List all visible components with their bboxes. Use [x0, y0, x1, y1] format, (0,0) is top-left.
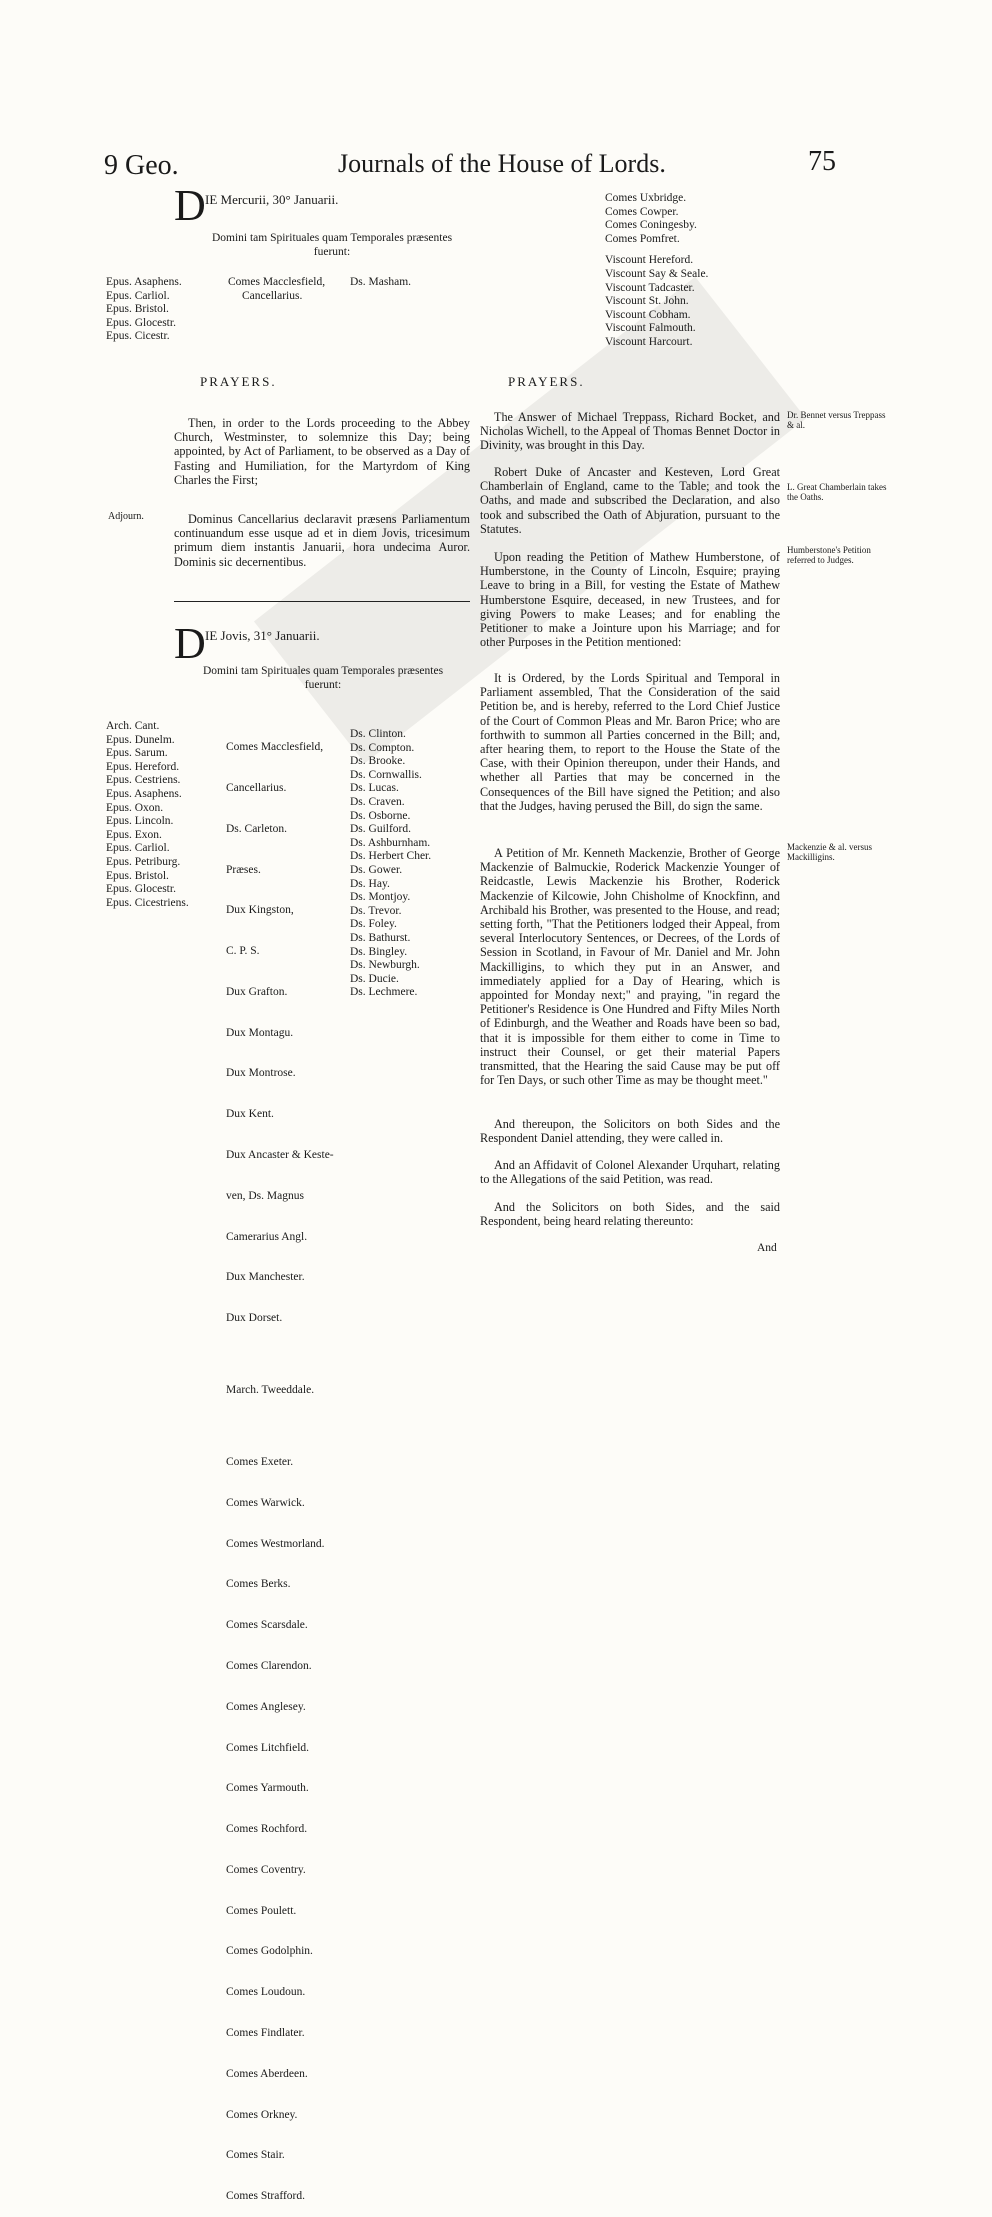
- regnal-year: 9 Geo.: [104, 150, 179, 181]
- lord: Viscount St. John.: [605, 295, 689, 308]
- lord: Dux Kingston,: [226, 904, 294, 917]
- lord: Viscount Tadcaster.: [605, 281, 695, 294]
- adjourn-paragraph: Dominus Cancellarius declaravit præsens Parliamentum continuandum esse usque ad et in diem Jovis, tricesimum primum diem instantis Januarii, hora undecima Auror. Dominis sic decernentibus.: [174, 512, 470, 569]
- present-line: fuerunt:: [313, 245, 351, 258]
- lord: March. Tweeddale.: [226, 1384, 315, 1397]
- lord: Ds. Craven.: [350, 795, 405, 808]
- lord: Viscount Say & Seale.: [605, 267, 709, 280]
- lord: Dux Ancaster & Keste-: [226, 1149, 334, 1161]
- present-line: fuerunt:: [304, 678, 342, 691]
- dropcap-1: D: [174, 181, 206, 230]
- bishop: Epus. Bristol.: [106, 869, 169, 882]
- session2-bishops: [106, 720, 189, 910]
- humberstone-paragraph: Upon reading the Petition of Mathew Humberstone, of Humberstone, in the County of Lincoln, Esquire; praying Leave to bring in a Bill, for vesting the Estate of Mathew Humberstone Esquire, deceased, in new Trustees, and for giving Powers to make Leases; and for enabling the Petitioner to make a Jointure upon his Marriage; and for other Purposes in the Petition mentioned:: [480, 550, 780, 650]
- lord: Dux Montagu.: [226, 1026, 294, 1039]
- lord: Ds. Gower.: [350, 863, 403, 876]
- lord: Comes Clarendon.: [226, 1659, 312, 1672]
- present-line: Domini tam Spirituales quam Temporales præsentes: [211, 232, 453, 244]
- lord: Comes Yarmouth.: [226, 1782, 309, 1795]
- lord: Ds. Compton.: [350, 741, 415, 754]
- lord: Ds. Ducie.: [350, 972, 399, 985]
- bishop: Epus. Sarum.: [106, 747, 168, 760]
- lord: Cancellarius.: [226, 781, 287, 794]
- lord: Comes Macclesfield,: [228, 276, 326, 288]
- lord: Viscount Hereford.: [605, 254, 694, 267]
- lord: Dux Dorset.: [226, 1312, 283, 1325]
- lord: Ds. Bathurst.: [350, 931, 411, 944]
- mackenzie-paragraph: A Petition of Mr. Kenneth Mackenzie, Brother of George Mackenzie of Balmuckie, Roderick Mackenzie Younger of Reidcastle, Lewis Mackenzie his Brother, Roderick Mackenzie of Kilcowie, John Chisholme of Knockfinn, and Archibald his Brother, was presented to the House, and read; setting forth, "That the Petitioners lodged their Appeal, from several Interlocutory Sentences, or Decrees, of the Lords of Session in Scotland, in Favour of Mr. Daniel and Mr. John Mackilligins, to which they put in an Answer, and immediately applied for a Day of Hearing, which is appointed for Monday next;" and praying, "in regard the Petitioner's Residence is One Hundred and Fifty Miles North of Edinburgh, and the Weather and Roads have been so bad, that it is impossible for them either to come in Time to instruct their Counsel, or get their material Papers transmitted, that the Hearing the said Cause may be put off for Ten Days, or such other Time as may be thought meet.": [480, 846, 780, 1088]
- dropcap-2: D: [174, 619, 206, 668]
- lord: Comes Pomfret.: [605, 232, 680, 245]
- lord: Viscount Cobham.: [605, 308, 691, 321]
- lord: Comes Stair.: [226, 2149, 285, 2162]
- lord: ven, Ds. Magnus: [226, 1189, 304, 1202]
- bishop: Epus. Glocestr.: [106, 883, 176, 896]
- bishop: Epus. Exon.: [106, 828, 162, 841]
- lord: Comes Poulett.: [226, 1904, 297, 1917]
- lord: Camerarius Angl.: [226, 1230, 308, 1243]
- lord: Ds. Brooke.: [350, 755, 406, 768]
- bishop: Epus. Hereford.: [106, 760, 180, 773]
- margin-note-humberstone: Humberstone's Petition referred to Judges.: [787, 545, 871, 565]
- divider: [174, 601, 470, 602]
- lord: Ds. Ashburnham.: [350, 836, 431, 849]
- lord: Comes Macclesfield,: [226, 741, 324, 754]
- lord: Comes Rochford.: [226, 1823, 308, 1836]
- session1-heading: IE Mercurii, 30° Januarii.: [205, 192, 339, 207]
- session1-bishops: [106, 276, 182, 344]
- lord: Cancellarius.: [242, 289, 303, 302]
- session1-chancellor: [228, 276, 325, 303]
- lord: Ds. Lucas.: [350, 782, 399, 795]
- session2-present: [178, 665, 468, 692]
- bishop: Epus. Glocestr.: [106, 316, 176, 329]
- lord: Viscount Falmouth.: [605, 322, 696, 335]
- heard-paragraph: And the Solicitors on both Sides, and the said Respondent, being heard relating thereunto:: [480, 1200, 780, 1229]
- lord: Ds. Bingley.: [350, 945, 408, 958]
- lord: Comes Coningesby.: [605, 219, 697, 232]
- lord: Comes Godolphin.: [226, 1945, 313, 1958]
- lord: Ds. Guilford.: [350, 823, 412, 836]
- session2-lords-middle: [226, 714, 334, 2217]
- lord: Comes Loudoun.: [226, 1986, 306, 1999]
- bishop: Epus. Cestriens.: [106, 774, 181, 787]
- lord: Ds. Hay.: [350, 877, 390, 890]
- lord: Dux Manchester.: [226, 1271, 305, 1284]
- lord: Comes Aberdeen.: [226, 2067, 308, 2080]
- affidavit-paragraph: And an Affidavit of Colonel Alexander Urquhart, relating to the Allegations of the said Petition, was read.: [480, 1158, 780, 1187]
- lord: C. P. S.: [226, 945, 260, 958]
- bishop: Epus. Oxon.: [106, 801, 164, 814]
- lord: Ds. Osborne.: [350, 809, 411, 822]
- bishop: Epus. Petriburg.: [106, 855, 181, 868]
- abbey-paragraph: Then, in order to the Lords proceeding to the Abbey Church, Westminster, to solemnize this Day; being appointed, by Act of Parliament, to be observed as a Day of Fasting and Humiliation, for the Martyrdom of King Charles the First;: [174, 416, 470, 487]
- session1-present: [192, 232, 472, 259]
- bishop: Epus. Cicestr.: [106, 330, 170, 343]
- lord: Ds. Cornwallis.: [350, 768, 422, 781]
- lord: Ds. Clinton.: [350, 728, 406, 740]
- lord: Comes Litchfield.: [226, 1741, 310, 1754]
- session1-ds: Ds. Masham.: [350, 276, 412, 288]
- treppass-paragraph: The Answer of Michael Treppass, Richard Bocket, and Nicholas Wichell, to the Appeal of Thomas Bennet Doctor in Divinity, was brought in this Day.: [480, 410, 780, 453]
- lord: Comes Berks.: [226, 1578, 291, 1591]
- page-title: Journals of the House of Lords.: [338, 149, 666, 178]
- bishop: Epus. Carliol.: [106, 289, 170, 302]
- lord: Comes Westmorland.: [226, 1537, 325, 1550]
- lord: Comes Anglesey.: [226, 1700, 306, 1713]
- session2-heading: IE Jovis, 31° Januarii.: [205, 628, 320, 643]
- catchword: And: [757, 1242, 777, 1254]
- lord: Ds. Foley.: [350, 918, 397, 931]
- lord: Comes Findlater.: [226, 2027, 305, 2039]
- bishop: Epus. Dunelm.: [106, 733, 175, 746]
- lord: Comes Uxbridge.: [605, 192, 687, 204]
- bishop: Epus. Asaphens.: [106, 276, 182, 288]
- lord: Ds. Newburgh.: [350, 959, 420, 972]
- bishop: Epus. Bristol.: [106, 303, 169, 316]
- bishop: Epus. Carliol.: [106, 842, 170, 855]
- lord: Præses.: [226, 863, 261, 876]
- bishop: Arch. Cant.: [106, 720, 160, 732]
- bishop: Epus. Lincoln.: [106, 815, 174, 828]
- lord: Ds. Lechmere.: [350, 986, 418, 999]
- lord: Comes Coventry.: [226, 1863, 306, 1876]
- page-number: 75: [808, 146, 836, 177]
- prayers-heading-left: PRAYERS.: [200, 374, 277, 389]
- session1-right-list: [605, 192, 708, 350]
- session2-lords-right: [350, 728, 431, 1000]
- lord: Ds. Herbert Cher.: [350, 850, 432, 863]
- lord: Comes Orkney.: [226, 2108, 298, 2121]
- lord: Dux Montrose.: [226, 1067, 296, 1080]
- solicitors-paragraph: And thereupon, the Solicitors on both Sides and the Respondent Daniel attending, they were called in.: [480, 1117, 780, 1146]
- prayers-heading-right: PRAYERS.: [508, 374, 585, 389]
- lord: Comes Cowper.: [605, 205, 679, 218]
- bishop: Epus. Asaphens.: [106, 787, 182, 800]
- lord: Ds. Carleton.: [226, 822, 288, 835]
- lord: Comes Exeter.: [226, 1456, 294, 1469]
- lord: Comes Scarsdale.: [226, 1619, 308, 1632]
- margin-note-bennet: Dr. Bennet versus Treppass & al.: [787, 410, 886, 430]
- lord: Ds. Montjoy.: [350, 891, 411, 904]
- margin-note-chamberlain: L. Great Chamberlain takes the Oaths.: [787, 482, 887, 502]
- lord: Dux Kent.: [226, 1108, 274, 1121]
- margin-note-mackenzie: Mackenzie & al. versus Mackilligins.: [787, 842, 872, 862]
- order-paragraph: It is Ordered, by the Lords Spiritual and Temporal in Parliament assembled, That the Consideration of the said Petition be, and is hereby, referred to the Lord Chief Justice of the Court of Common Pleas and Mr. Baron Price; who are forthwith to summon all Parties concerned in the Bill; and, after hearing them, to report to the House the State of the Case, with their Opinion thereupon, under their Hands, and whether all Parties that may be concerned in the Consequences of the Bill have signed the Petition; and also that the Judges, having perused the Bill, do sign the same.: [480, 671, 780, 813]
- lord: Viscount Harcourt.: [605, 335, 693, 348]
- adjourn-margin-note: Adjourn.: [108, 511, 144, 522]
- lord: Ds. Trevor.: [350, 904, 402, 917]
- bishop: Epus. Cicestriens.: [106, 896, 189, 909]
- ancaster-paragraph: Robert Duke of Ancaster and Kesteven, Lord Great Chamberlain of England, came to the Table; and took the Oaths, and made and subscribed the Declaration, and also took and subscribed the Oath of Abjuration, pursuant to the Statutes.: [480, 465, 780, 536]
- lord: Dux Grafton.: [226, 985, 288, 998]
- lord: Comes Strafford.: [226, 2190, 306, 2203]
- present-line: Domini tam Spirituales quam Temporales præsentes: [202, 665, 444, 677]
- lord: Comes Warwick.: [226, 1496, 305, 1509]
